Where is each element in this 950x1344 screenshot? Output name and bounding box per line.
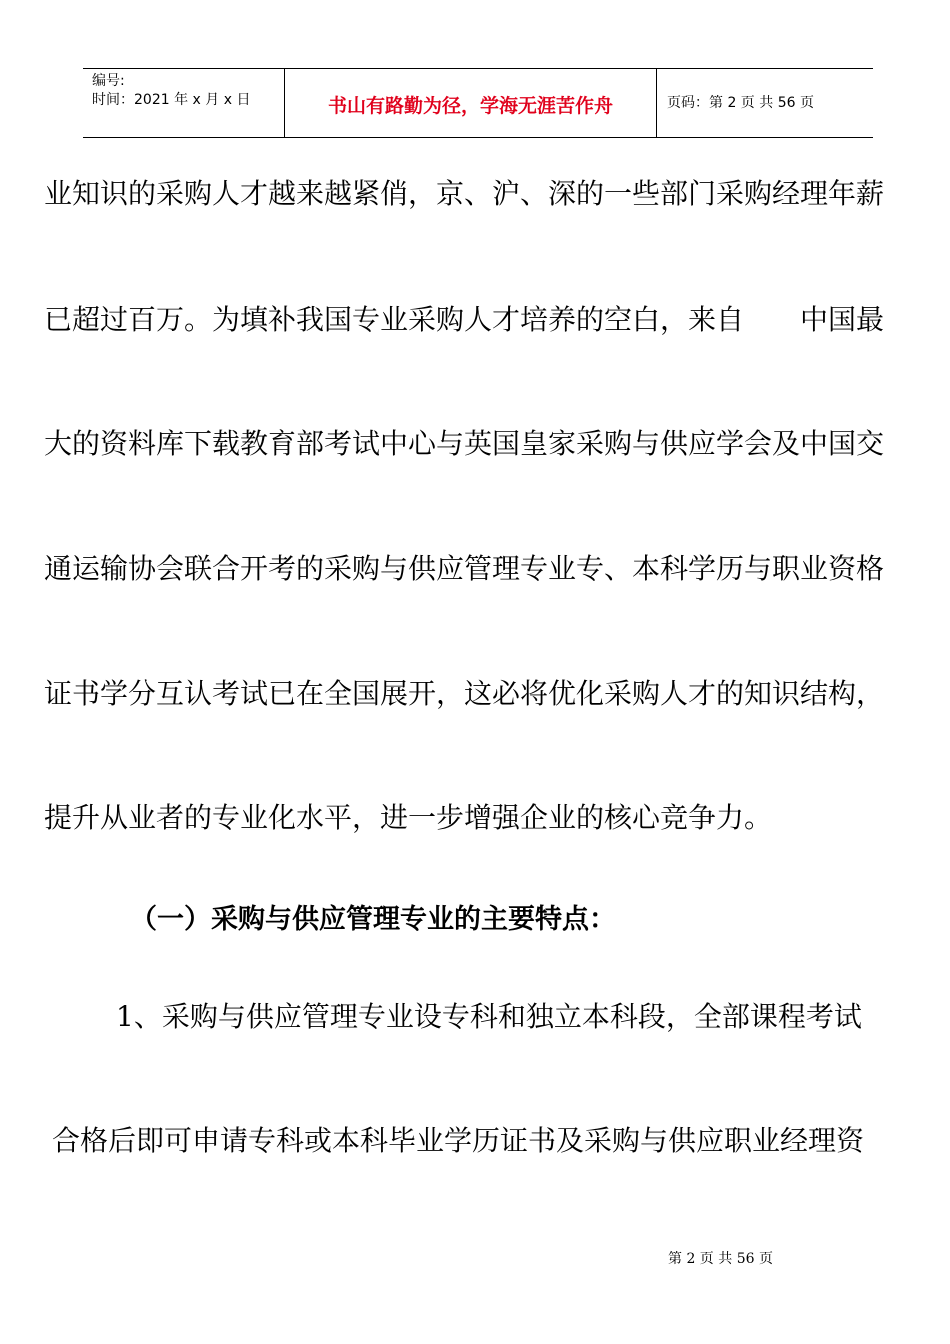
document-header bbox=[83, 68, 873, 138]
para2-line-1: 1、采购与供应管理专业设专科和独立本科段，全部课程考试 bbox=[116, 1000, 862, 1033]
body-line-1: 业知识的采购人才越来越紧俏，京、沪、深的一些部门采购经理年薪 bbox=[44, 177, 885, 210]
number-label: 编号: bbox=[92, 73, 125, 89]
body-line-3: 大的资料库下载教育部考试中心与英国皇家采购与供应学会及中国交 bbox=[44, 427, 885, 460]
header-right-cell bbox=[657, 69, 873, 137]
page-footer: 第 2 页 共 56 页 bbox=[668, 1251, 773, 1267]
header-left-cell bbox=[83, 69, 285, 137]
time-label: 时间：2021 年 x 月 x 日 bbox=[92, 92, 251, 108]
body-line-4: 通运输协会联合开考的采购与供应管理专业专、本科学历与职业资格 bbox=[44, 552, 885, 585]
body-line-5: 证书学分互认考试已在全国展开，这必将优化采购人才的知识结构， bbox=[44, 677, 885, 710]
body-line-6: 提升从业者的专业化水平，进一步增强企业的核心竞争力。 bbox=[44, 801, 773, 834]
body-line-2: 已超过百万。为填补我国专业采购人才培养的空白，来自 中国最 bbox=[44, 303, 885, 336]
section-heading: （一）采购与供应管理专业的主要特点： bbox=[130, 904, 616, 935]
header-middle-cell bbox=[285, 69, 657, 137]
page-info: 页码：第 2 页 共 56 页 bbox=[667, 95, 814, 111]
motto-text: 书山有路勤为径，学海无涯苦作舟 bbox=[327, 95, 613, 117]
para2-line-2: 合格后即可申请专科或本科毕业学历证书及采购与供应职业经理资 bbox=[52, 1124, 865, 1157]
